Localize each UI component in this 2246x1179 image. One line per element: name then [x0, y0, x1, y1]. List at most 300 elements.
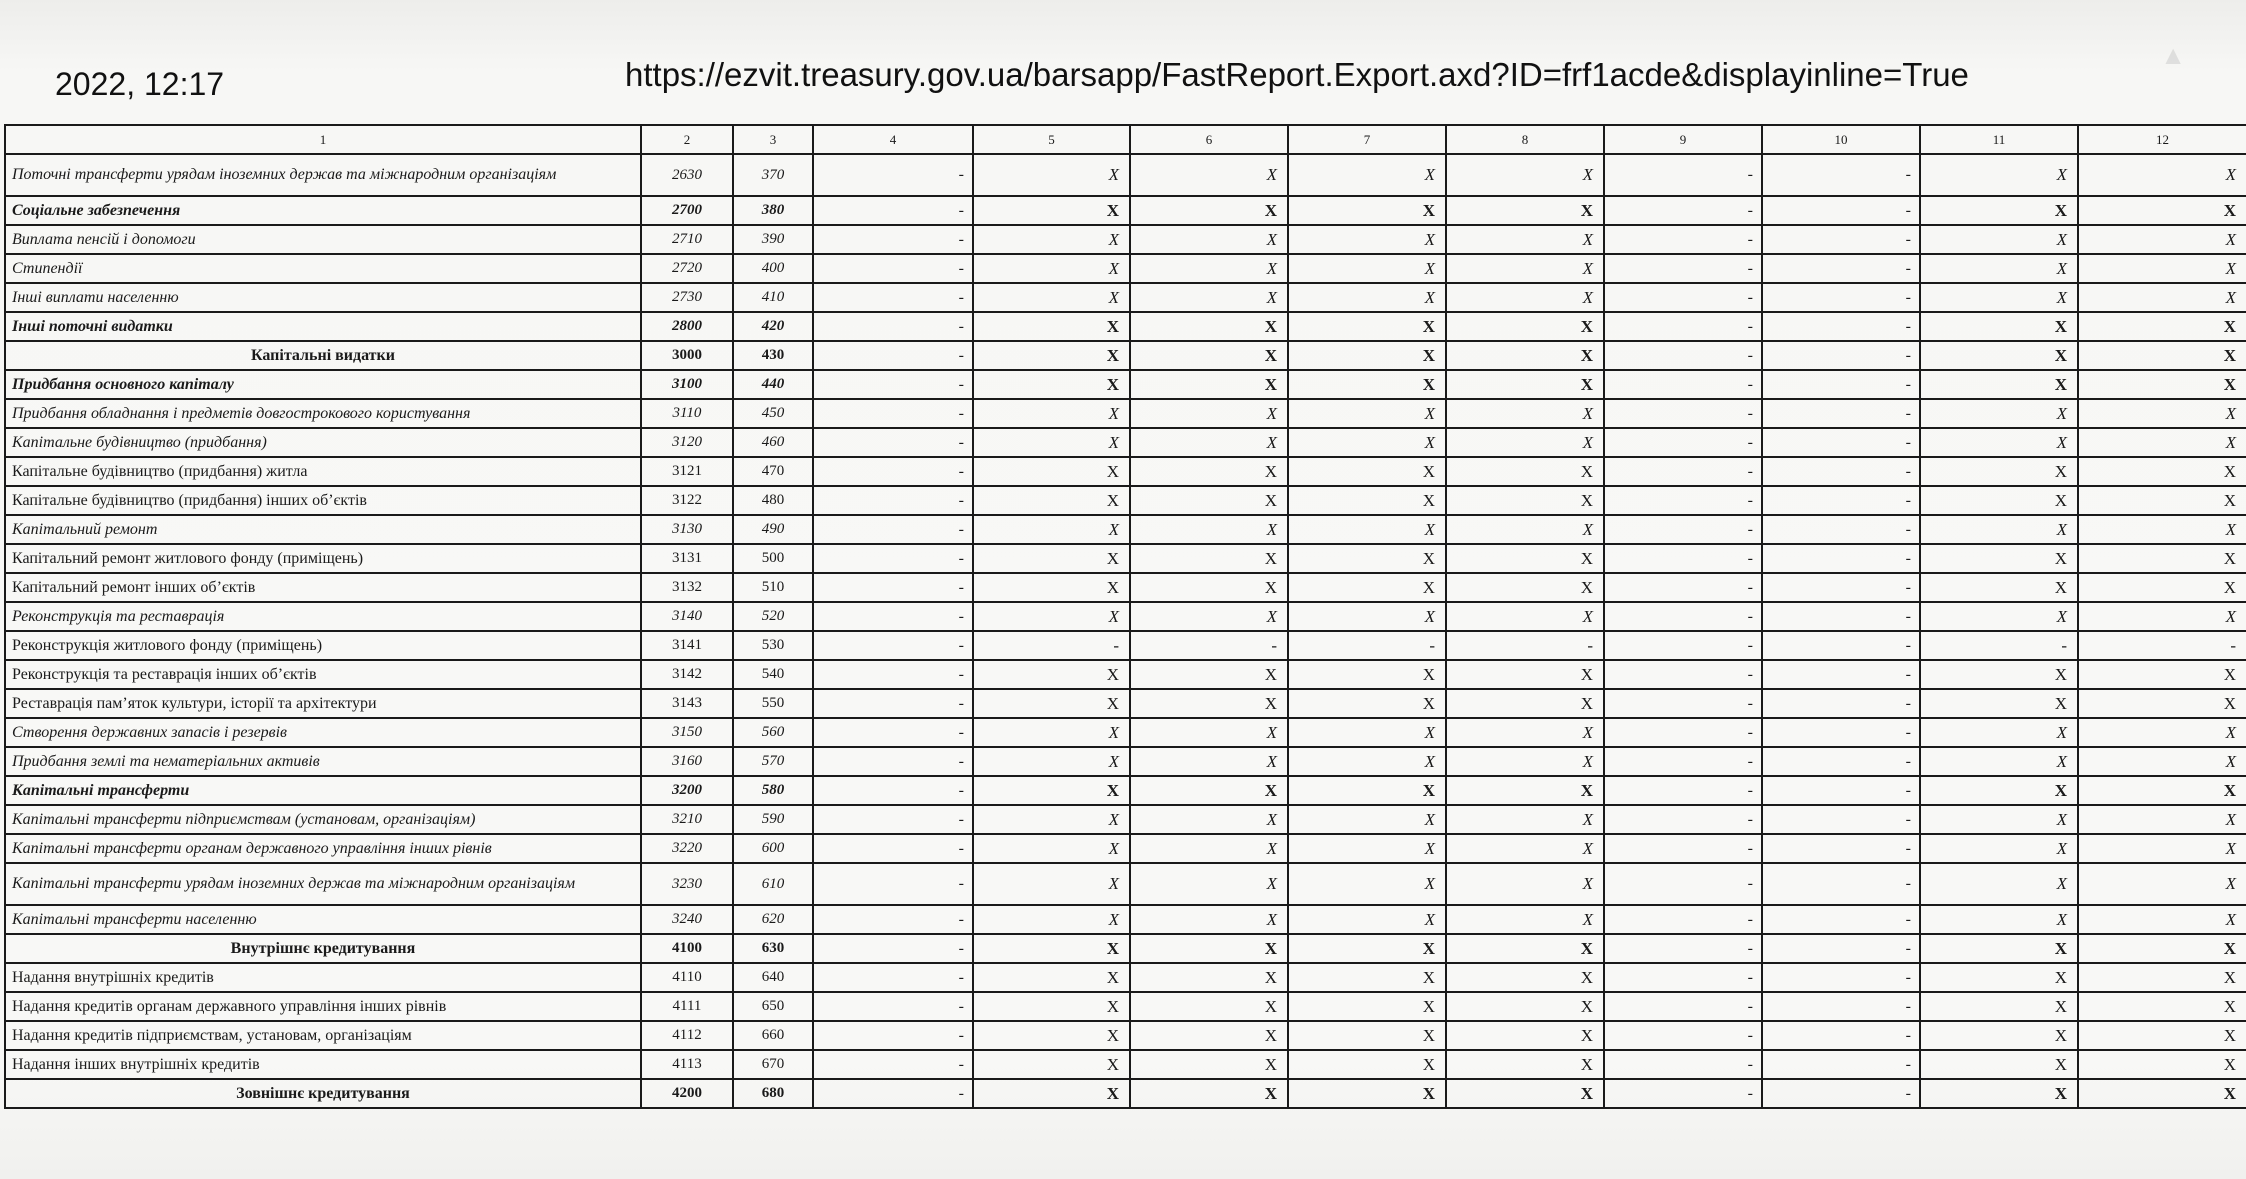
- cell-col-7: X: [1288, 225, 1446, 254]
- cell-col-8: X: [1446, 515, 1604, 544]
- cell-col-12: X: [2078, 283, 2246, 312]
- cell-col-10: -: [1762, 154, 1920, 196]
- table-row: [5, 805, 2246, 834]
- cell-col-5: X: [973, 154, 1130, 196]
- cell-col-6: X: [1130, 457, 1288, 486]
- cell-col-9: -: [1604, 370, 1762, 399]
- cell-col-5: X: [973, 776, 1130, 805]
- cell-col-12: X: [2078, 934, 2246, 963]
- row-code: 3131: [641, 544, 733, 573]
- cell-col-10: -: [1762, 660, 1920, 689]
- cell-col-5: X: [973, 457, 1130, 486]
- cell-col-6: X: [1130, 1021, 1288, 1050]
- cell-col-9: -: [1604, 776, 1762, 805]
- row-line-code: 470: [733, 457, 813, 486]
- cell-col-6: X: [1130, 992, 1288, 1021]
- cell-col-6: X: [1130, 399, 1288, 428]
- cell-col-11: X: [1920, 905, 2078, 934]
- cell-col-9: -: [1604, 573, 1762, 602]
- cell-col-12: X: [2078, 225, 2246, 254]
- row-code: 2700: [641, 196, 733, 225]
- cell-col-12: X: [2078, 689, 2246, 718]
- cell-col-7: X: [1288, 399, 1446, 428]
- row-name: Соціальне забезпечення: [5, 196, 641, 225]
- column-header-5: 5: [973, 125, 1130, 154]
- row-name: Інші виплати населенню: [5, 283, 641, 312]
- cell-col-5: X: [973, 370, 1130, 399]
- cell-col-11: X: [1920, 225, 2078, 254]
- cell-col-5: X: [973, 283, 1130, 312]
- row-name: Капітальний ремонт житлового фонду (приміщень): [5, 544, 641, 573]
- row-line-code: 520: [733, 602, 813, 631]
- cell-col-12: X: [2078, 805, 2246, 834]
- cell-col-6: X: [1130, 544, 1288, 573]
- row-line-code: 620: [733, 905, 813, 934]
- cell-col-4: -: [813, 718, 973, 747]
- cell-col-12: X: [2078, 196, 2246, 225]
- cell-col-12: X: [2078, 457, 2246, 486]
- cell-col-7: X: [1288, 776, 1446, 805]
- row-name: Виплата пенсій і допомоги: [5, 225, 641, 254]
- cell-col-12: X: [2078, 1079, 2246, 1108]
- cell-col-11: X: [1920, 1079, 2078, 1108]
- table-row: [5, 225, 2246, 254]
- cell-col-7: X: [1288, 486, 1446, 515]
- row-name: Капітальне будівництво (придбання): [5, 428, 641, 457]
- cell-col-9: -: [1604, 341, 1762, 370]
- cell-col-4: -: [813, 457, 973, 486]
- cell-col-5: X: [973, 515, 1130, 544]
- cell-col-8: X: [1446, 399, 1604, 428]
- cell-col-11: X: [1920, 196, 2078, 225]
- row-name: Капітальні трансферти підприємствам (установам, організаціям): [5, 805, 641, 834]
- cell-col-8: X: [1446, 1021, 1604, 1050]
- cell-col-4: -: [813, 863, 973, 905]
- cell-col-12: X: [2078, 154, 2246, 196]
- cell-col-5: X: [973, 689, 1130, 718]
- cell-col-8: X: [1446, 718, 1604, 747]
- cell-col-4: -: [813, 689, 973, 718]
- table-row: [5, 312, 2246, 341]
- cell-col-10: -: [1762, 1079, 1920, 1108]
- cell-col-5: X: [973, 544, 1130, 573]
- cell-col-12: X: [2078, 718, 2246, 747]
- row-name: Капітальні трансферти урядам іноземних держав та міжнародним організаціям: [5, 863, 641, 905]
- row-code: 3121: [641, 457, 733, 486]
- cell-col-5: X: [973, 934, 1130, 963]
- cell-col-7: X: [1288, 312, 1446, 341]
- cell-col-5: X: [973, 963, 1130, 992]
- row-name: Реконструкція та реставрація: [5, 602, 641, 631]
- cell-col-5: X: [973, 225, 1130, 254]
- row-line-code: 400: [733, 254, 813, 283]
- cell-col-8: X: [1446, 196, 1604, 225]
- cell-col-12: X: [2078, 428, 2246, 457]
- cell-col-11: X: [1920, 992, 2078, 1021]
- row-code: 3100: [641, 370, 733, 399]
- table-row: [5, 689, 2246, 718]
- cell-col-11: X: [1920, 1021, 2078, 1050]
- cell-col-12: X: [2078, 370, 2246, 399]
- table-row: [5, 154, 2246, 196]
- table-row: [5, 776, 2246, 805]
- row-code: 3122: [641, 486, 733, 515]
- row-name: Надання інших внутрішніх кредитів: [5, 1050, 641, 1079]
- row-code: 3120: [641, 428, 733, 457]
- table-row: [5, 573, 2246, 602]
- cell-col-10: -: [1762, 312, 1920, 341]
- table-row: [5, 341, 2246, 370]
- cell-col-7: X: [1288, 718, 1446, 747]
- row-code: 3110: [641, 399, 733, 428]
- row-name: Створення державних запасів і резервів: [5, 718, 641, 747]
- row-line-code: 610: [733, 863, 813, 905]
- cell-col-8: X: [1446, 834, 1604, 863]
- cell-col-12: X: [2078, 254, 2246, 283]
- cell-col-11: X: [1920, 515, 2078, 544]
- cell-col-6: X: [1130, 863, 1288, 905]
- cell-col-7: X: [1288, 905, 1446, 934]
- cell-col-4: -: [813, 934, 973, 963]
- cell-col-4: -: [813, 834, 973, 863]
- cell-col-6: X: [1130, 283, 1288, 312]
- cell-col-4: -: [813, 283, 973, 312]
- cell-col-11: X: [1920, 544, 2078, 573]
- cell-col-5: X: [973, 992, 1130, 1021]
- cell-col-11: X: [1920, 660, 2078, 689]
- cell-col-8: X: [1446, 660, 1604, 689]
- row-line-code: 430: [733, 341, 813, 370]
- row-code: 4112: [641, 1021, 733, 1050]
- cell-col-11: X: [1920, 457, 2078, 486]
- cell-col-11: X: [1920, 1050, 2078, 1079]
- cell-col-9: -: [1604, 805, 1762, 834]
- cell-col-10: -: [1762, 486, 1920, 515]
- cell-col-5: X: [973, 341, 1130, 370]
- row-line-code: 530: [733, 631, 813, 660]
- cell-col-9: -: [1604, 428, 1762, 457]
- cell-col-10: -: [1762, 963, 1920, 992]
- cell-col-4: -: [813, 1079, 973, 1108]
- row-line-code: 490: [733, 515, 813, 544]
- cell-col-12: X: [2078, 544, 2246, 573]
- cell-col-12: X: [2078, 602, 2246, 631]
- cell-col-11: X: [1920, 573, 2078, 602]
- row-name: Придбання землі та нематеріальних активів: [5, 747, 641, 776]
- cell-col-8: X: [1446, 370, 1604, 399]
- cell-col-10: -: [1762, 457, 1920, 486]
- row-line-code: 670: [733, 1050, 813, 1079]
- row-code: 3141: [641, 631, 733, 660]
- cell-col-12: X: [2078, 992, 2246, 1021]
- row-name: Зовнішнє кредитування: [5, 1079, 641, 1108]
- cell-col-4: -: [813, 428, 973, 457]
- table-row: [5, 631, 2246, 660]
- cell-col-7: X: [1288, 154, 1446, 196]
- column-header-11: 11: [1920, 125, 2078, 154]
- column-header-12: 12: [2078, 125, 2246, 154]
- row-line-code: 540: [733, 660, 813, 689]
- cell-col-6: X: [1130, 1079, 1288, 1108]
- column-number-row: [5, 125, 2246, 154]
- cell-col-6: X: [1130, 1050, 1288, 1079]
- cell-col-7: X: [1288, 934, 1446, 963]
- row-line-code: 590: [733, 805, 813, 834]
- cell-col-7: X: [1288, 805, 1446, 834]
- row-code: 3000: [641, 341, 733, 370]
- budget-report-table: [4, 124, 2246, 1109]
- cell-col-10: -: [1762, 515, 1920, 544]
- cell-col-7: X: [1288, 834, 1446, 863]
- cell-col-7: X: [1288, 515, 1446, 544]
- cell-col-6: X: [1130, 834, 1288, 863]
- row-code: 4111: [641, 992, 733, 1021]
- cell-col-8: X: [1446, 776, 1604, 805]
- cell-col-11: X: [1920, 428, 2078, 457]
- cell-col-5: X: [973, 428, 1130, 457]
- cell-col-7: -: [1288, 631, 1446, 660]
- row-name: Капітальний ремонт: [5, 515, 641, 544]
- row-name: Реконструкція та реставрація інших об’єктів: [5, 660, 641, 689]
- cell-col-4: -: [813, 776, 973, 805]
- cell-col-12: X: [2078, 341, 2246, 370]
- cell-col-6: X: [1130, 515, 1288, 544]
- row-code: 4100: [641, 934, 733, 963]
- row-line-code: 560: [733, 718, 813, 747]
- table-row: [5, 370, 2246, 399]
- print-url[interactable]: https://ezvit.treasury.gov.ua/barsapp/FastReport.Export.axd?ID=frf1acde&displayinline=True: [625, 56, 1969, 93]
- table-row: [5, 834, 2246, 863]
- cell-col-6: X: [1130, 905, 1288, 934]
- row-name: Стипендії: [5, 254, 641, 283]
- cell-col-5: X: [973, 805, 1130, 834]
- cell-col-5: X: [973, 573, 1130, 602]
- row-name: Капітальне будівництво (придбання) інших об’єктів: [5, 486, 641, 515]
- cell-col-9: -: [1604, 834, 1762, 863]
- cell-col-10: -: [1762, 544, 1920, 573]
- row-name: Поточні трансферти урядам іноземних держав та міжнародним організаціям: [5, 154, 641, 196]
- cell-col-7: X: [1288, 1050, 1446, 1079]
- table-row: [5, 1079, 2246, 1108]
- cell-col-11: X: [1920, 254, 2078, 283]
- cell-col-9: -: [1604, 544, 1762, 573]
- table-row: [5, 544, 2246, 573]
- column-header-3: 3: [733, 125, 813, 154]
- cell-col-6: X: [1130, 805, 1288, 834]
- cell-col-7: X: [1288, 254, 1446, 283]
- column-header-9: 9: [1604, 125, 1762, 154]
- table-row: [5, 399, 2246, 428]
- column-header-8: 8: [1446, 125, 1604, 154]
- row-line-code: 460: [733, 428, 813, 457]
- cell-col-11: X: [1920, 154, 2078, 196]
- cell-col-4: -: [813, 225, 973, 254]
- row-name: Надання кредитів підприємствам, установам, організаціям: [5, 1021, 641, 1050]
- row-code: 3150: [641, 718, 733, 747]
- cell-col-12: X: [2078, 905, 2246, 934]
- cell-col-12: X: [2078, 515, 2246, 544]
- cell-col-11: X: [1920, 747, 2078, 776]
- table-row: [5, 718, 2246, 747]
- cell-col-7: X: [1288, 457, 1446, 486]
- cell-col-6: X: [1130, 718, 1288, 747]
- table-row: [5, 963, 2246, 992]
- cell-col-5: X: [973, 399, 1130, 428]
- cell-col-10: -: [1762, 934, 1920, 963]
- cell-col-5: X: [973, 1079, 1130, 1108]
- row-line-code: 480: [733, 486, 813, 515]
- row-code: 3142: [641, 660, 733, 689]
- cell-col-5: X: [973, 1021, 1130, 1050]
- cell-col-11: X: [1920, 399, 2078, 428]
- row-name: Капітальний ремонт інших об’єктів: [5, 573, 641, 602]
- cell-col-8: X: [1446, 1079, 1604, 1108]
- cell-col-7: X: [1288, 863, 1446, 905]
- cell-col-5: X: [973, 834, 1130, 863]
- cell-col-11: X: [1920, 805, 2078, 834]
- column-header-2: 2: [641, 125, 733, 154]
- row-name: Капітальні трансферти органам державного управління інших рівнів: [5, 834, 641, 863]
- row-name: Інші поточні видатки: [5, 312, 641, 341]
- cell-col-9: -: [1604, 747, 1762, 776]
- cell-col-9: -: [1604, 934, 1762, 963]
- cell-col-11: X: [1920, 689, 2078, 718]
- cell-col-7: X: [1288, 660, 1446, 689]
- cell-col-8: X: [1446, 428, 1604, 457]
- cell-col-8: X: [1446, 905, 1604, 934]
- cell-col-10: -: [1762, 863, 1920, 905]
- row-name: Капітальні трансферти: [5, 776, 641, 805]
- cell-col-8: X: [1446, 805, 1604, 834]
- cell-col-8: X: [1446, 602, 1604, 631]
- cell-col-12: X: [2078, 486, 2246, 515]
- cell-col-7: X: [1288, 602, 1446, 631]
- row-line-code: 650: [733, 992, 813, 1021]
- cell-col-9: -: [1604, 689, 1762, 718]
- cell-col-11: X: [1920, 602, 2078, 631]
- cell-col-9: -: [1604, 660, 1762, 689]
- cell-col-11: X: [1920, 776, 2078, 805]
- column-header-7: 7: [1288, 125, 1446, 154]
- cell-col-6: X: [1130, 154, 1288, 196]
- cell-col-9: -: [1604, 1050, 1762, 1079]
- cell-col-6: -: [1130, 631, 1288, 660]
- cell-col-5: X: [973, 660, 1130, 689]
- cell-col-9: -: [1604, 515, 1762, 544]
- cell-col-12: X: [2078, 1050, 2246, 1079]
- bleed-through-text: ▲: [2160, 40, 2186, 70]
- row-code: 4200: [641, 1079, 733, 1108]
- cell-col-7: X: [1288, 963, 1446, 992]
- table-row: [5, 196, 2246, 225]
- cell-col-10: -: [1762, 905, 1920, 934]
- cell-col-12: X: [2078, 660, 2246, 689]
- table-row: [5, 254, 2246, 283]
- cell-col-4: -: [813, 747, 973, 776]
- row-line-code: 550: [733, 689, 813, 718]
- row-name: Надання внутрішніх кредитів: [5, 963, 641, 992]
- row-name: Капітальні видатки: [5, 341, 641, 370]
- table-row: [5, 602, 2246, 631]
- table-row: [5, 660, 2246, 689]
- cell-col-6: X: [1130, 689, 1288, 718]
- cell-col-9: -: [1604, 905, 1762, 934]
- cell-col-8: X: [1446, 283, 1604, 312]
- cell-col-9: -: [1604, 457, 1762, 486]
- cell-col-11: X: [1920, 341, 2078, 370]
- cell-col-9: -: [1604, 283, 1762, 312]
- cell-col-12: X: [2078, 312, 2246, 341]
- cell-col-8: X: [1446, 341, 1604, 370]
- cell-col-4: -: [813, 312, 973, 341]
- row-code: 3220: [641, 834, 733, 863]
- cell-col-11: X: [1920, 486, 2078, 515]
- cell-col-7: X: [1288, 370, 1446, 399]
- cell-col-4: -: [813, 515, 973, 544]
- cell-col-7: X: [1288, 544, 1446, 573]
- cell-col-8: X: [1446, 689, 1604, 718]
- cell-col-12: X: [2078, 834, 2246, 863]
- row-code: 2720: [641, 254, 733, 283]
- cell-col-12: X: [2078, 399, 2246, 428]
- cell-col-4: -: [813, 805, 973, 834]
- row-name: Капітальне будівництво (придбання) житла: [5, 457, 641, 486]
- column-header-4: 4: [813, 125, 973, 154]
- row-line-code: 390: [733, 225, 813, 254]
- cell-col-12: X: [2078, 747, 2246, 776]
- cell-col-10: -: [1762, 370, 1920, 399]
- row-line-code: 450: [733, 399, 813, 428]
- cell-col-9: -: [1604, 1021, 1762, 1050]
- cell-col-6: X: [1130, 776, 1288, 805]
- cell-col-11: X: [1920, 834, 2078, 863]
- cell-col-4: -: [813, 154, 973, 196]
- cell-col-9: -: [1604, 963, 1762, 992]
- cell-col-6: X: [1130, 963, 1288, 992]
- cell-col-9: -: [1604, 863, 1762, 905]
- cell-col-4: -: [813, 992, 973, 1021]
- cell-col-6: X: [1130, 660, 1288, 689]
- table-row: [5, 934, 2246, 963]
- cell-col-8: X: [1446, 457, 1604, 486]
- cell-col-10: -: [1762, 689, 1920, 718]
- cell-col-8: X: [1446, 154, 1604, 196]
- cell-col-10: -: [1762, 254, 1920, 283]
- cell-col-10: -: [1762, 283, 1920, 312]
- table-body: [5, 154, 2246, 1108]
- row-code: 2710: [641, 225, 733, 254]
- row-line-code: 570: [733, 747, 813, 776]
- cell-col-12: X: [2078, 863, 2246, 905]
- cell-col-4: -: [813, 660, 973, 689]
- cell-col-12: X: [2078, 776, 2246, 805]
- cell-col-11: X: [1920, 718, 2078, 747]
- cell-col-10: -: [1762, 573, 1920, 602]
- column-header-10: 10: [1762, 125, 1920, 154]
- cell-col-4: -: [813, 963, 973, 992]
- table-row: [5, 486, 2246, 515]
- cell-col-5: X: [973, 747, 1130, 776]
- cell-col-9: -: [1604, 718, 1762, 747]
- cell-col-11: X: [1920, 312, 2078, 341]
- cell-col-9: -: [1604, 602, 1762, 631]
- cell-col-6: X: [1130, 486, 1288, 515]
- cell-col-5: -: [973, 631, 1130, 660]
- cell-col-10: -: [1762, 428, 1920, 457]
- cell-col-10: -: [1762, 225, 1920, 254]
- cell-col-11: -: [1920, 631, 2078, 660]
- cell-col-11: X: [1920, 963, 2078, 992]
